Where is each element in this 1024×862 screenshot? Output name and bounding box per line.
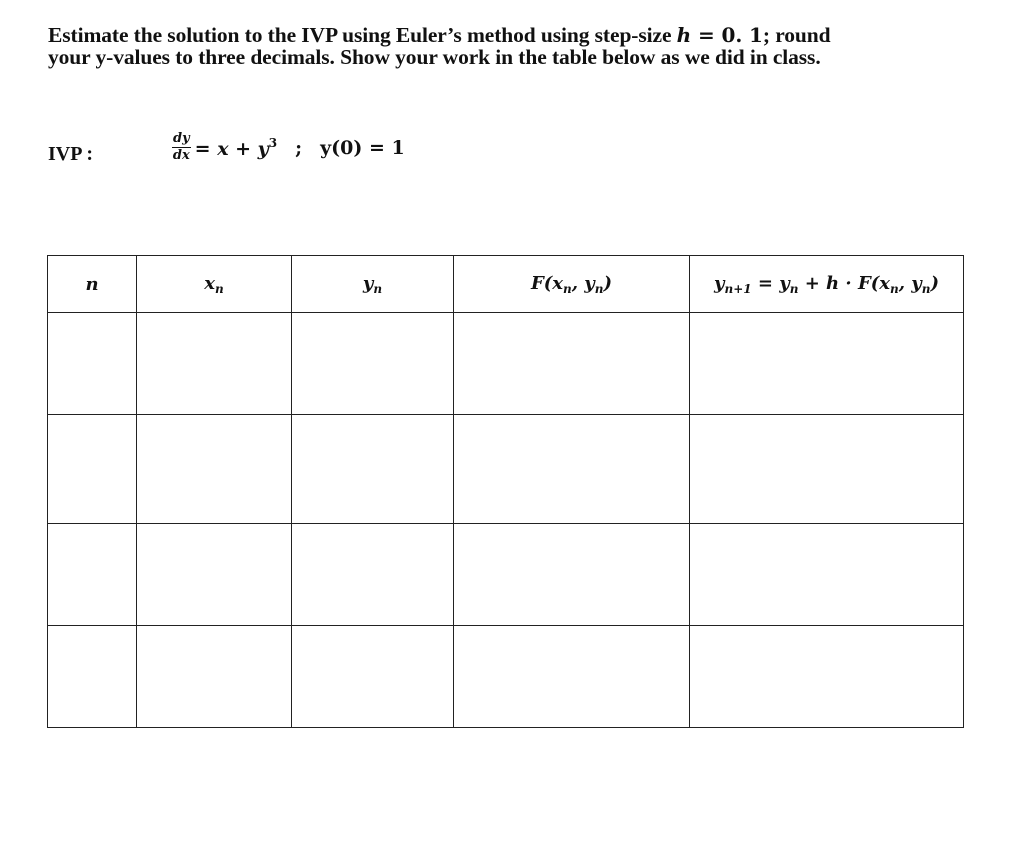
- step-var: h: [676, 23, 692, 47]
- step-size-expression: [677, 23, 763, 47]
- header-n: n: [48, 256, 137, 313]
- table-row: [48, 415, 964, 524]
- equation-separator: ;: [295, 136, 303, 159]
- cell-xn[interactable]: [137, 626, 292, 728]
- instructions-text: Estimate the solution to the IVP using Euler’s method using step-size: [48, 23, 677, 47]
- ivp-label: IVP :: [48, 143, 93, 165]
- table-row: [48, 626, 964, 728]
- cell-xn[interactable]: [137, 313, 292, 415]
- cell-xn[interactable]: [137, 524, 292, 626]
- cell-yn[interactable]: [292, 626, 454, 728]
- instructions-line-2: your y-values to three decimals. Show your work in the table below as we did in class.: [48, 45, 821, 69]
- table-header-row: [48, 256, 964, 313]
- cell-next-y[interactable]: [690, 415, 964, 524]
- derivative-numerator: dy: [173, 131, 190, 146]
- cell-f[interactable]: [454, 626, 690, 728]
- cell-yn[interactable]: [292, 524, 454, 626]
- table-row: [48, 313, 964, 415]
- cell-f[interactable]: [454, 524, 690, 626]
- cell-next-y[interactable]: [690, 524, 964, 626]
- header-next-y: $y_{n+1} = y_n + h \cdot F(x_n$, $y_n$): [690, 256, 964, 313]
- table-row: [48, 524, 964, 626]
- derivative-denominator: dx: [172, 148, 190, 163]
- cell-n[interactable]: [48, 524, 137, 626]
- rhs-text: = x + y: [194, 137, 269, 160]
- initial-condition: y(0) = 1: [320, 136, 405, 159]
- derivative-fraction: [172, 132, 191, 163]
- cell-yn[interactable]: [292, 415, 454, 524]
- euler-table: [47, 255, 964, 728]
- cell-f[interactable]: [454, 313, 690, 415]
- cell-xn[interactable]: [137, 415, 292, 524]
- step-value: = 0. 1: [691, 23, 763, 47]
- cell-n[interactable]: [48, 313, 137, 415]
- equation-rhs: [195, 136, 277, 160]
- cell-n[interactable]: [48, 626, 137, 728]
- ivp-equation: [172, 132, 405, 163]
- instructions-tail: ; round: [762, 23, 831, 47]
- rhs-exponent: 3: [268, 135, 278, 150]
- header-f: $F(x_n$, $y_n$): [454, 256, 690, 313]
- cell-f[interactable]: [454, 415, 690, 524]
- cell-next-y[interactable]: [690, 626, 964, 728]
- header-xn: $x_n$: [137, 256, 292, 313]
- cell-n[interactable]: [48, 415, 137, 524]
- cell-next-y[interactable]: [690, 313, 964, 415]
- instructions: [48, 24, 948, 68]
- instructions-line-1: [48, 24, 948, 46]
- cell-yn[interactable]: [292, 313, 454, 415]
- header-yn: $y_n$: [292, 256, 454, 313]
